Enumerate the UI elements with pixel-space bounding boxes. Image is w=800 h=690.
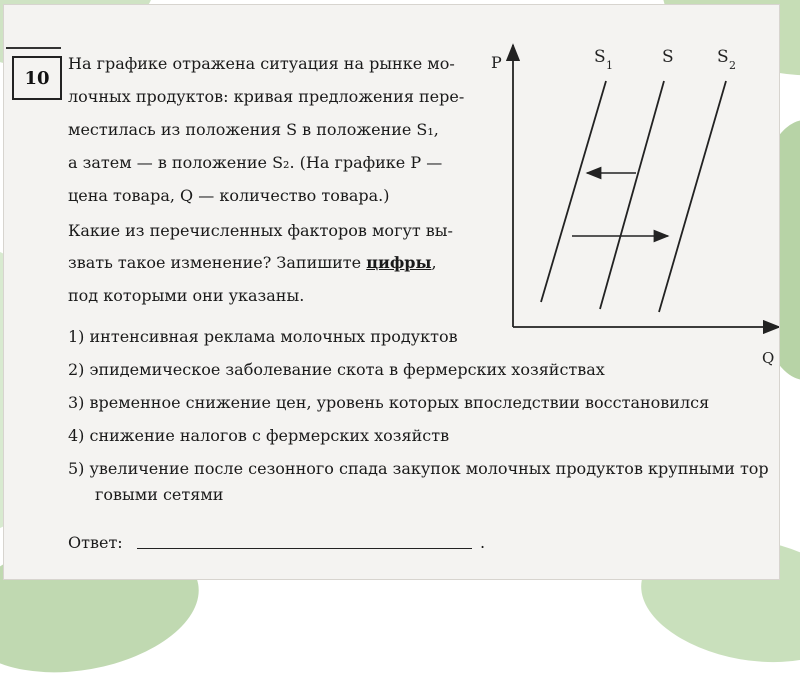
option-item: 3) временное снижение цен, уровень которых впоследствии восстановился [68,393,710,412]
y-axis-label: P [491,53,502,72]
option-item: 5) увеличение после сезонного спада закупок молочных продуктов крупными тор [68,459,769,478]
answer-label: Ответ: [68,533,123,552]
label-s1-sub: 1 [606,59,613,72]
option-item-continued: говыми сетями [95,485,224,504]
label-s2: S [717,47,729,67]
emphasis-digits: цифры [366,253,432,272]
supply-shift-graph [4,5,779,579]
label-s: S [662,47,674,67]
answer-period: . [480,533,486,552]
supply-curve-s2 [659,81,726,312]
paragraph-line: лочных продуктов: кривая предложения пере- [68,87,465,106]
question-line: под которыми они указаны. [68,286,305,305]
question-line: Какие из перечисленных факторов могут вы- [68,221,453,240]
option-item: 2) эпидемическое заболевание скота в фермерских хозяйствах [68,360,605,379]
scanned-page [3,4,780,580]
paragraph-line: На графике отражена ситуация на рынке мо- [68,54,455,73]
option-item: 1) интенсивная реклама молочных продуктов [68,327,458,346]
paragraph-line: а затем — в положение S₂. (На графике P — [68,153,443,172]
supply-curve-s [600,81,664,309]
supply-curve-s1 [541,81,606,302]
label-s1: S [594,47,606,67]
question-text: звать такое изменение? Запишите [68,253,362,272]
x-axis-label: Q [762,349,775,367]
paragraph-line: цена товара, Q — количество товара.) [68,186,390,205]
paragraph-line: местилась из положения S в положение S₁, [68,120,439,139]
option-item: 4) снижение налогов с фермерских хозяйств [68,426,450,445]
task-number: 10 [12,56,62,100]
comma: , [431,253,437,272]
label-s2-sub: 2 [729,59,736,72]
